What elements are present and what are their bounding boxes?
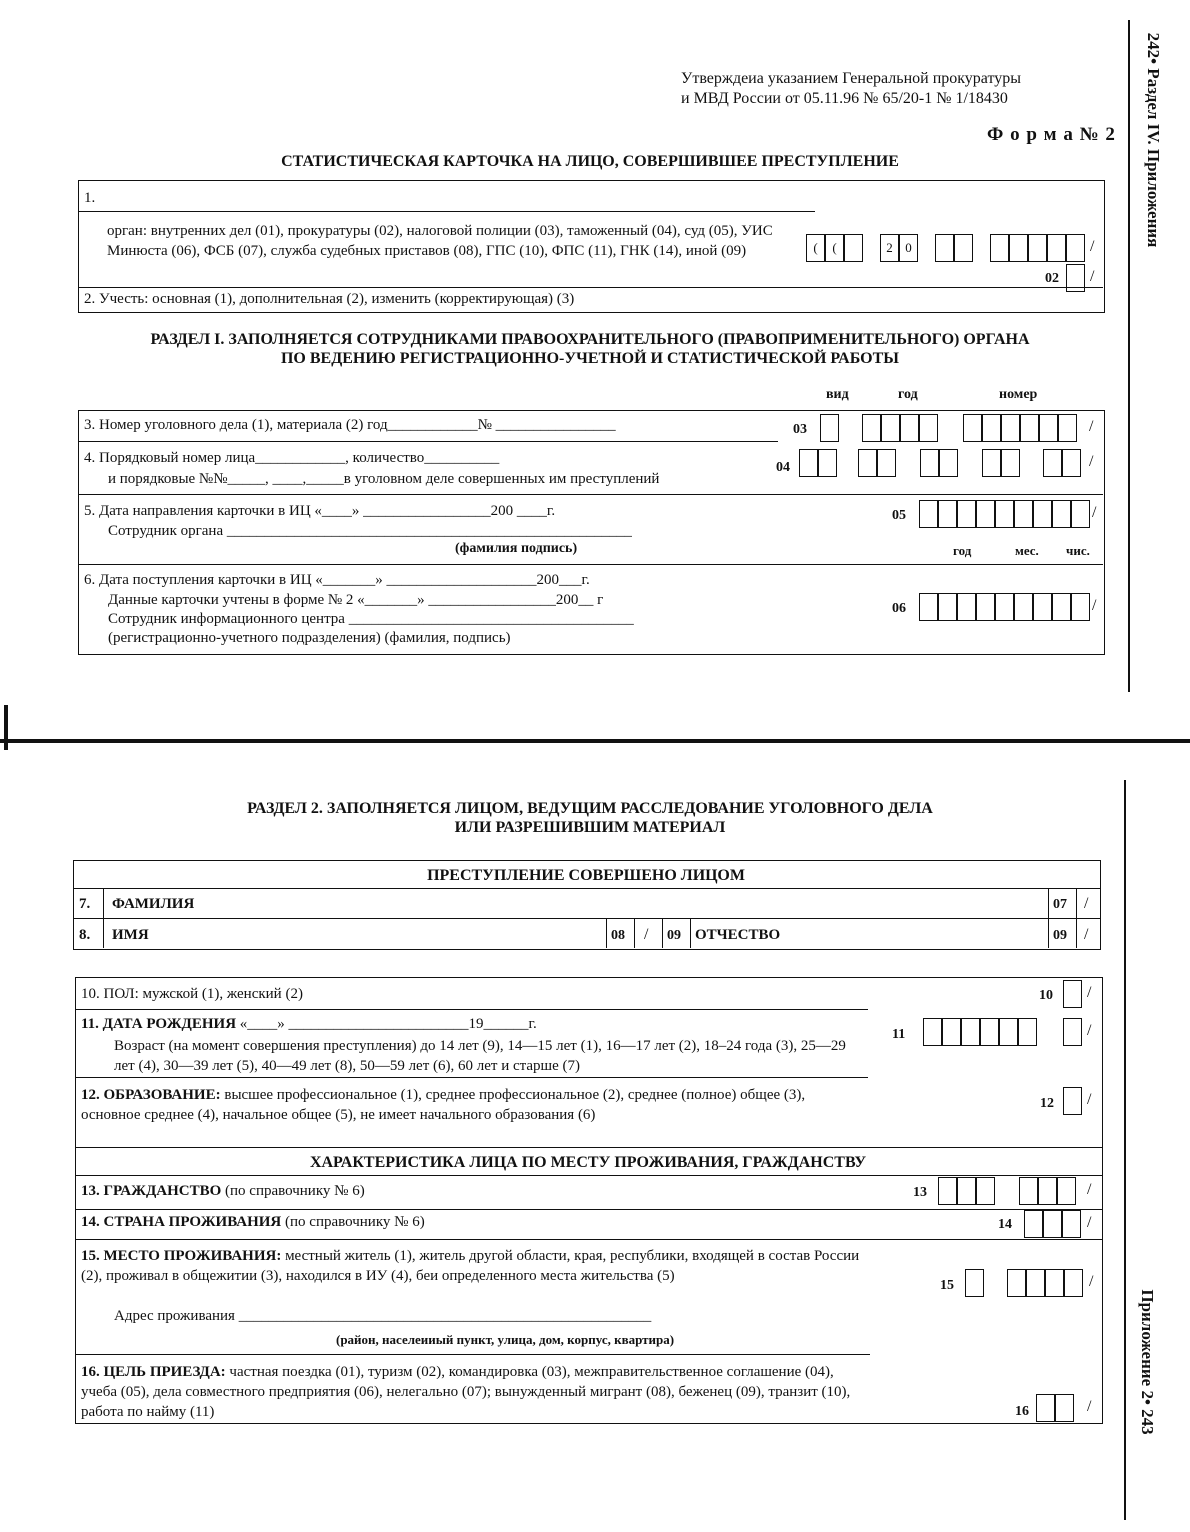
row-12-label: 12. ОБРАЗОВАНИЕ: (81, 1087, 221, 1103)
col-vid: вид (826, 387, 849, 402)
row-11-line-1 (81, 1016, 537, 1033)
row-12-text (81, 1085, 861, 1125)
row-7-label: ФАМИЛИЯ (112, 896, 195, 912)
row-4-line-2: и порядковые №№_____, ____,_____в уголовном деле совершенных им преступлений (108, 471, 660, 487)
box-14-3[interactable] (1062, 1210, 1081, 1238)
number-box-5[interactable] (1066, 234, 1085, 262)
box-05-7[interactable] (1033, 500, 1052, 528)
box-03-year-2[interactable] (881, 414, 900, 442)
side-header-top: 242• Раздел IV. Приложения (1144, 32, 1163, 248)
row-16-options: частная поездка (01), туризм (02), командировка (03), межправительственное соглашение (04), учеба (05), дела совместного предприятия (06), нелегально (07); вынужденный мигрант (08), беженец (09), транзит (10), работа по найму (11) (81, 1364, 851, 1420)
box-13-2[interactable] (957, 1177, 976, 1205)
person-table-header: ПРЕСТУПЛЕНИЕ СОВЕРШЕНО ЛИЦОМ (427, 867, 745, 884)
col-god: год (898, 387, 918, 402)
box-06-8[interactable] (1052, 593, 1071, 621)
box-05-5[interactable] (995, 500, 1014, 528)
box-03-num-4[interactable] (1020, 414, 1039, 442)
slash-mark: / (1090, 268, 1095, 285)
section-2-header-2: ИЛИ РАЗРЕШИВШИМ МАТЕРИАЛ (454, 819, 726, 836)
box-04-7[interactable] (982, 449, 1001, 477)
row-11-age-text: Возраст (на момент совершения преступления) до 14 лет (9), 14—15 лет (1), 16—17 лет (2), 18–24 года (3), 25—29 лет (4), 30—39 лет (5), 40—49 лет (8), 50—59 лет (6), 60 лет и старше (7) (114, 1038, 846, 1074)
row-6-line-1: 6. Дата поступления карточки в ИЦ «_______» ____________________200___г. (84, 572, 590, 588)
box-10[interactable] (1063, 980, 1082, 1008)
section-2-rule (75, 1077, 868, 1078)
col-mes: мес. (1015, 543, 1039, 558)
row-14-text (81, 1214, 425, 1231)
slash-mark: / (1084, 926, 1089, 943)
row-15-text (81, 1246, 861, 1286)
row-15-options: местный житель (1), житель другой области, края, республики, входящей в состав России (2), проживал в общежитии (3), находился в ИУ (4), беи определенного места жительства (5) (81, 1248, 860, 1284)
row-16-text (81, 1362, 861, 1422)
row-7-number: 7. (79, 896, 91, 912)
code-06: 06 (892, 601, 906, 616)
box-04-3[interactable] (858, 449, 877, 477)
section-1-rule-3 (78, 564, 1103, 565)
slash-mark: / (1084, 895, 1089, 912)
row-13-text (81, 1183, 365, 1200)
box-04-2[interactable] (818, 449, 837, 477)
section-2-rule (75, 1239, 1102, 1240)
box-03-year-1[interactable] (862, 414, 881, 442)
box-11-5[interactable] (999, 1018, 1018, 1046)
box-03-vid[interactable] (820, 414, 839, 442)
box-06-7[interactable] (1033, 593, 1052, 621)
row-5-line-2: Сотрудник органа ______________________________________________________ (108, 523, 632, 539)
page-divider-tick (4, 705, 8, 750)
box-04-1[interactable] (799, 449, 818, 477)
code-11: 11 (892, 1027, 906, 1042)
slash-mark: / (1087, 1214, 1092, 1231)
person-table-vrule (103, 889, 104, 948)
section-2-rule (75, 1354, 870, 1355)
slash-mark: / (1087, 1181, 1092, 1198)
person-table-vrule (662, 919, 663, 948)
box-11-6[interactable] (1018, 1018, 1037, 1046)
box-06-3[interactable] (957, 593, 976, 621)
slash-mark: / (1087, 1022, 1092, 1039)
box-11-2[interactable] (942, 1018, 961, 1046)
col-chis: чис. (1066, 543, 1090, 558)
box-16-2[interactable] (1055, 1394, 1074, 1422)
code-09-second: 09 (1053, 928, 1067, 943)
row-8-patronymic-label: ОТЧЕСТВО (695, 927, 781, 943)
code-10: 10 (1039, 988, 1053, 1003)
section-2-rule (75, 1009, 868, 1010)
row-11-label: 11. ДАТА РОЖДЕНИЯ (81, 1016, 237, 1032)
box-05-8[interactable] (1052, 500, 1071, 528)
section-1-rule-1 (78, 441, 778, 442)
row-12-options: высшее профессиональное (1), среднее профессиональное (2), среднее (полное) общее (3), основное среднее (4), начальное общее (5), не имеет начального образования (6) (81, 1087, 806, 1123)
right-margin-rule-top (1128, 20, 1130, 692)
code-09-first: 09 (667, 928, 681, 943)
box-04-5[interactable] (920, 449, 939, 477)
box-15-4[interactable] (1045, 1269, 1064, 1297)
slash-mark: / (1092, 504, 1097, 521)
side-header-bottom: Приложение 2• 243 (1138, 1289, 1157, 1435)
row-15-address-note: (район, населеииый пункт, улица, дом, корпус, квартира) (336, 1332, 675, 1347)
box-05-2[interactable] (938, 500, 957, 528)
code-05: 05 (892, 508, 906, 523)
box-11-3[interactable] (961, 1018, 980, 1046)
organ-text: орган: внутренних дел (01), прокуратуры (02), налоговой полиции (03), таможенный (04), суд (05), УИС Минюста (06), ФСБ (07), служба судебных приставов (08), ГПС (10), ФПС (11), ГНК (14), иной (09) (107, 223, 773, 259)
col-nomer: номер (999, 387, 1038, 402)
box-13-6[interactable] (1057, 1177, 1076, 1205)
residence-header: ХАРАКТЕРИСТИКА ЛИЦА ПО МЕСТУ ПРОЖИВАНИЯ, ГРАЖДАНСТВУ (309, 1154, 867, 1171)
slash-mark: / (1089, 1273, 1094, 1290)
box-16-1[interactable] (1036, 1394, 1055, 1422)
code-08: 08 (611, 928, 625, 943)
page-title: СТАТИСТИЧЕСКАЯ КАРТОЧКА НА ЛИЦО, СОВЕРШИВШЕЕ ПРЕСТУПЛЕНИЕ (281, 153, 899, 170)
approval-line-2: и МВД России от 05.11.96 № 65/20-1 № 1/18430 (681, 90, 1008, 107)
box-14-1[interactable] (1024, 1210, 1043, 1238)
person-table-rule-2 (73, 918, 1100, 919)
organ-code-box-1[interactable]: ( (806, 234, 825, 262)
box-13-5[interactable] (1038, 1177, 1057, 1205)
row-10-text: 10. ПОЛ: мужской (1), женский (2) (81, 986, 303, 1002)
box-11-1[interactable] (923, 1018, 942, 1046)
year-box-2[interactable]: 0 (899, 234, 918, 262)
number-box-1[interactable] (990, 234, 1009, 262)
row-8-number: 8. (79, 927, 91, 943)
code-02: 02 (1045, 271, 1059, 286)
top-block-rule-2 (78, 287, 1103, 288)
slash-mark: / (1090, 238, 1095, 255)
slash-mark: / (1087, 1091, 1092, 1108)
row-14-note: (по справочнику № 6) (281, 1214, 425, 1230)
row-15-label: 15. МЕСТО ПРОЖИВАНИЯ: (81, 1248, 282, 1264)
slash-mark: / (1089, 418, 1094, 435)
box-03-num-6[interactable] (1058, 414, 1077, 442)
code-13: 13 (913, 1185, 927, 1200)
slash-mark: / (1092, 597, 1097, 614)
code-07: 07 (1053, 897, 1067, 912)
number-box-3[interactable] (1028, 234, 1047, 262)
row-15-address: Адрес проживания _______________________________________________________ (114, 1308, 652, 1324)
box-04-10[interactable] (1062, 449, 1081, 477)
box-15-5[interactable] (1064, 1269, 1083, 1297)
number-box-4[interactable] (1047, 234, 1066, 262)
row-4-line-1: 4. Порядковый номер лица____________, количество__________ (84, 450, 500, 466)
slash-mark: / (644, 926, 649, 943)
organ-code-box-3[interactable] (844, 234, 863, 262)
box-03-year-4[interactable] (919, 414, 938, 442)
box-05-3[interactable] (957, 500, 976, 528)
person-table-vrule (634, 919, 635, 948)
box-06-6[interactable] (1014, 593, 1033, 621)
person-table-rule-1 (73, 888, 1100, 889)
person-table-vrule (690, 919, 691, 948)
box-04-9[interactable] (1043, 449, 1062, 477)
slash-mark: / (1089, 453, 1094, 470)
box-13-3[interactable] (976, 1177, 995, 1205)
row-16-label: 16. ЦЕЛЬ ПРИЕЗДА: (81, 1364, 226, 1380)
row-13-label: 13. ГРАЖДАНСТВО (81, 1183, 222, 1199)
box-05-4[interactable] (976, 500, 995, 528)
person-table-vrule (1048, 889, 1049, 948)
section-1-header-1: РАЗДЕЛ I. ЗАПОЛНЯЕТСЯ СОТРУДНИКАМИ ПРАВООХРАНИТЕЛЬНОГО (ПРАВОПРИМЕНИТЕЛЬНОГО) ОРГАНА (150, 331, 1030, 348)
box-13-1[interactable] (938, 1177, 957, 1205)
code-14: 14 (998, 1217, 1012, 1232)
box-04-8[interactable] (1001, 449, 1020, 477)
section-1-rule-2 (78, 494, 1103, 495)
box-05-1[interactable] (919, 500, 938, 528)
page-divider (0, 739, 1190, 743)
section-2-header-1: РАЗДЕЛ 2. ЗАПОЛНЯЕТСЯ ЛИЦОМ, ВЕДУЩИМ РАССЛЕДОВАНИЕ УГОЛОВНОГО ДЕЛА (247, 800, 933, 817)
box-03-num-1[interactable] (963, 414, 982, 442)
code-15: 15 (940, 1278, 954, 1293)
box-05-6[interactable] (1014, 500, 1033, 528)
code-16: 16 (1015, 1404, 1029, 1419)
year-box-4[interactable] (954, 234, 973, 262)
box-11-4[interactable] (980, 1018, 999, 1046)
row-13-note: (по справочнику № 6) (221, 1183, 365, 1199)
box-15-2[interactable] (1007, 1269, 1026, 1297)
box-04-4[interactable] (877, 449, 896, 477)
organ-code-box-2[interactable]: ( (825, 234, 844, 262)
year-box-1[interactable]: 2 (880, 234, 899, 262)
box-11-7[interactable] (1063, 1018, 1082, 1046)
section-2-rule (75, 1175, 1102, 1176)
col-god-2: год (953, 543, 972, 558)
row-8-label: ИМЯ (112, 927, 149, 943)
box-15-3[interactable] (1026, 1269, 1045, 1297)
row-6-line-2: Данные карточки учтены в форме № 2 «_______» _________________200__ г (108, 592, 604, 608)
row-11-date-field: «____» ________________________19______г. (236, 1016, 537, 1032)
box-14-2[interactable] (1043, 1210, 1062, 1238)
box-06-5[interactable] (995, 593, 1014, 621)
row-3-text: 3. Номер уголовного дела (1), материала (2) год____________№ ________________ (84, 417, 616, 433)
box-12[interactable] (1063, 1087, 1082, 1115)
code-12: 12 (1040, 1096, 1054, 1111)
year-box-3[interactable] (935, 234, 954, 262)
box-06-2[interactable] (938, 593, 957, 621)
box-03-num-3[interactable] (1001, 414, 1020, 442)
box-13-4[interactable] (1019, 1177, 1038, 1205)
approval-line-1: Утверждеиа указанием Генеральной прокуратуры (681, 70, 1022, 87)
slash-mark: / (1087, 984, 1092, 1001)
box-15-1[interactable] (965, 1269, 984, 1297)
row-6-line-3: Сотрудник информационного центра ______________________________________ (108, 611, 634, 627)
person-table-vrule (1076, 889, 1077, 948)
box-05-9[interactable] (1071, 500, 1090, 528)
right-margin-rule-bottom (1124, 780, 1126, 1520)
row-6-line-4: (регистрационно-учетного подразделения) (фамилия, подпись) (108, 630, 511, 646)
row-5-line-3: (фамилия подпись) (455, 541, 578, 556)
row-14-label: 14. СТРАНА ПРОЖИВАНИЯ (81, 1214, 282, 1230)
box-03-year-3[interactable] (900, 414, 919, 442)
section-2-rule (75, 1147, 1102, 1148)
box-02[interactable] (1066, 264, 1085, 292)
row-5-line-1: 5. Дата направления карточки в ИЦ «____» _________________200 ____г. (84, 503, 556, 519)
form-number: Ф о р м а № 2 (987, 124, 1116, 145)
code-03: 03 (793, 422, 807, 437)
box-04-6[interactable] (939, 449, 958, 477)
box-06-1[interactable] (919, 593, 938, 621)
section-2-rule (75, 1209, 1102, 1210)
item-2-text: 2. Учесть: основная (1), дополнительная (2), изменить (корректирующая) (3) (84, 291, 575, 307)
item-1-number: 1. (84, 190, 96, 206)
person-table-vrule (606, 919, 607, 948)
box-06-9[interactable] (1071, 593, 1090, 621)
top-block-rule-1 (78, 211, 815, 212)
code-04: 04 (776, 460, 790, 475)
box-03-num-2[interactable] (982, 414, 1001, 442)
box-03-num-5[interactable] (1039, 414, 1058, 442)
number-box-2[interactable] (1009, 234, 1028, 262)
slash-mark: / (1087, 1398, 1092, 1415)
box-06-4[interactable] (976, 593, 995, 621)
section-1-header-2: ПО ВЕДЕНИЮ РЕГИСТРАЦИОННО-УЧЕТНОЙ И СТАТИСТИЧЕСКОЙ РАБОТЫ (280, 350, 899, 367)
